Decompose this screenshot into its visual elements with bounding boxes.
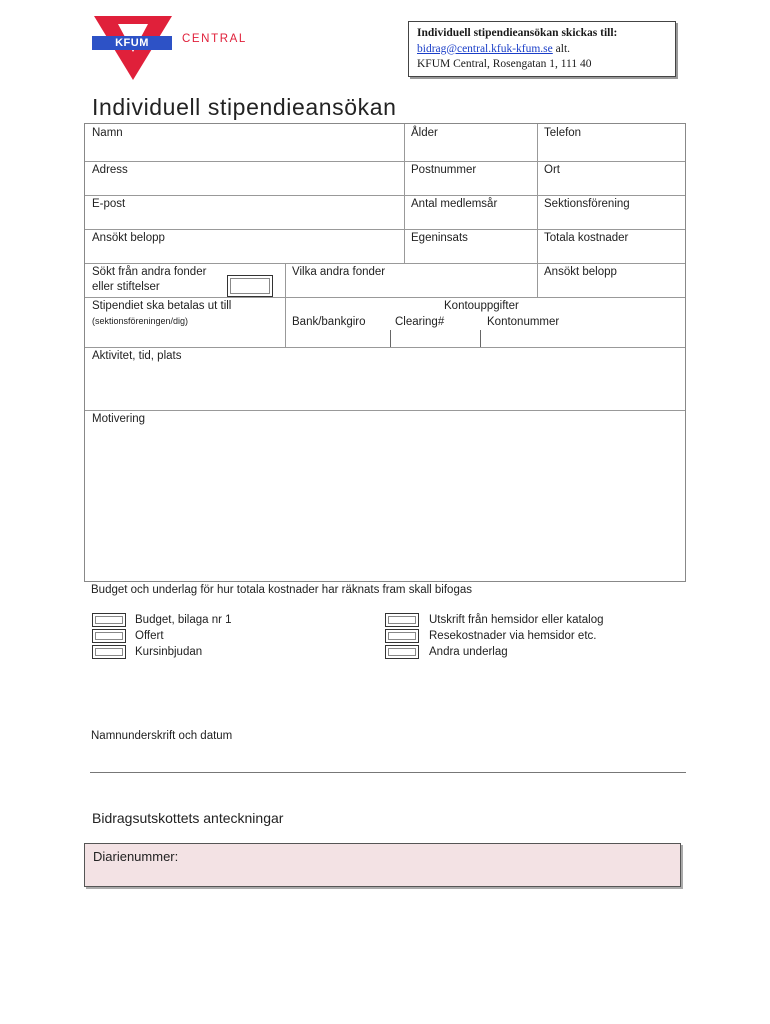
andra-underlag-label: Andra underlag [429,646,508,658]
utskrift-checkbox[interactable] [385,613,419,627]
kursinbjudan-label: Kursinbjudan [135,646,203,658]
diarienummer-box[interactable] [84,843,681,887]
send-to-box [408,21,676,77]
kursinbjudan-checkbox[interactable] [92,645,126,659]
offert-checkbox[interactable] [92,629,126,643]
utskrift-label: Utskrift från hemsidor eller katalog [429,614,604,626]
namn-field[interactable]: Namn [92,127,123,139]
ort-field[interactable]: Ort [544,164,560,176]
clearing-field[interactable]: Clearing# [395,316,445,328]
totala-kostnader-field[interactable]: Totala kostnader [544,232,629,244]
telefon-field[interactable]: Telefon [544,127,582,139]
egeninsats-field[interactable]: Egeninsats [411,232,468,244]
resekostnader-checkbox[interactable] [385,629,419,643]
diarienummer-label: Diarienummer: [93,849,179,864]
send-to-title: Individuell stipendieansökan skickas till: [417,27,618,39]
page-title: Individuell stipendieansökan [92,94,397,120]
sokt-fran-label-2: eller stiftelser [92,281,160,293]
kontouppgifter-label: Kontouppgifter [444,300,519,312]
send-to-email-link[interactable]: bidrag@central.kfuk-kfum.se [417,42,553,55]
ansokt-belopp-2-field[interactable]: Ansökt belopp [544,266,617,278]
application-form [84,123,686,582]
epost-field[interactable]: E-post [92,198,126,210]
budget-checkbox[interactable] [92,613,126,627]
signature-label: Namnunderskrift och datum [91,730,233,742]
sokt-fran-checkbox[interactable] [227,275,273,297]
stipendiet-betalas-label: Stipendiet ska betalas ut till [92,300,232,312]
vilka-fonder-field[interactable]: Vilka andra fonder [292,266,386,278]
ansokt-belopp-field[interactable]: Ansökt belopp [92,232,165,244]
sokt-fran-label-1: Sökt från andra fonder [92,266,207,278]
andra-underlag-checkbox[interactable] [385,645,419,659]
budget-label: Budget, bilaga nr 1 [135,614,232,626]
antal-medlemsar-field[interactable]: Antal medlemsår [411,198,498,210]
sektionsforening-field[interactable]: Sektionsförening [544,198,630,210]
logo-kfum-band: KFUM [92,36,172,50]
sektion-dig-label: (sektionsföreningen/dig) [92,316,189,326]
offert-label: Offert [135,630,164,642]
send-to-alt: alt. [552,42,571,55]
send-to-email-line [417,42,675,58]
kontonummer-field[interactable]: Kontonummer [487,316,560,328]
attachments-heading: Budget och underlag för hur totala kostnader har räknats fram skall bifogas [91,584,472,596]
postnummer-field[interactable]: Postnummer [411,164,477,176]
motivering-field[interactable]: Motivering [92,413,146,425]
kfum-central-logo [88,14,258,82]
logo-central-text: CENTRAL [182,33,247,45]
resekostnader-label: Resekostnader via hemsidor etc. [429,630,597,642]
aktivitet-field[interactable]: Aktivitet, tid, plats [92,350,182,362]
bankgiro-field[interactable]: Bank/bankgiro [292,316,366,328]
alder-field[interactable]: Ålder [411,127,438,139]
send-to-address: KFUM Central, Rosengatan 1, 111 40 [417,58,592,70]
adress-field[interactable]: Adress [92,164,128,176]
signature-line[interactable] [90,772,686,773]
committee-notes-heading: Bidragsutskottets anteckningar [92,810,284,826]
